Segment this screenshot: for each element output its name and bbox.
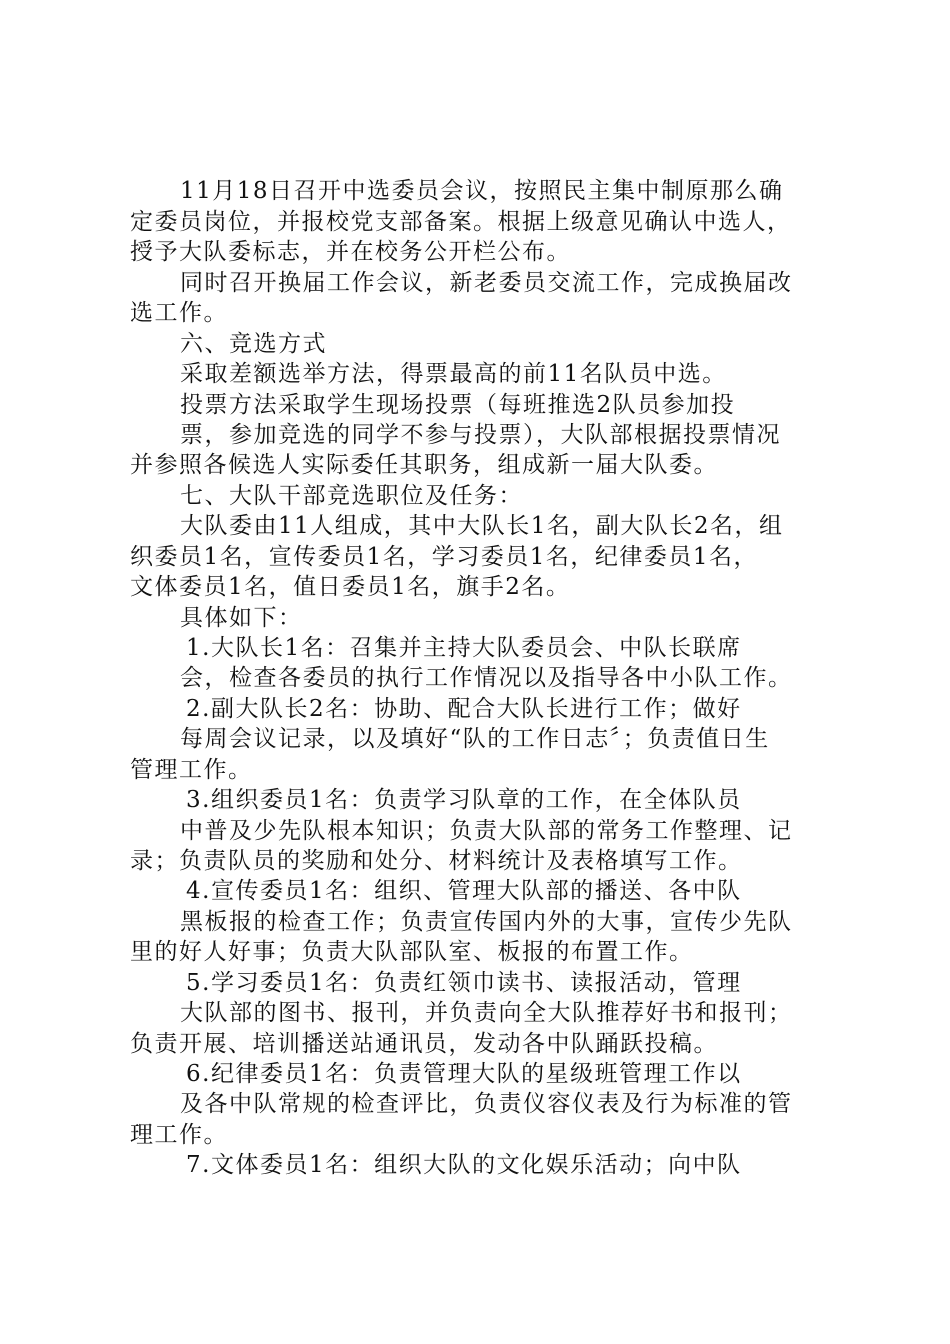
- text-line: 录；负责队员的奖励和处分、材料统计及表格填写工作。: [130, 848, 743, 874]
- list-item: 7.文体委员1名：组织大队的文化娱乐活动；向中队: [186, 1152, 742, 1178]
- text-line: 票，参加竞选的同学不参与投票），大队部根据投票情况: [180, 422, 781, 448]
- text-line: 中普及少先队根本知识；负责大队部的常务工作整理、记: [180, 818, 793, 844]
- text-line: 管理工作。: [130, 757, 253, 783]
- text-line: 授予大队委标志，并在校务公开栏公布。: [130, 239, 571, 265]
- text-line: 11月18日召开中选委员会议，按照民主集中制原那么确: [180, 178, 784, 204]
- text-line: 选工作。: [130, 300, 228, 326]
- text-line: 同时召开换届工作会议，新老委员交流工作，完成换届改: [180, 270, 793, 296]
- list-item: 2.副大队长2名：协助、配合大队长进行工作；做好: [186, 696, 742, 722]
- section-heading: 六、竞选方式: [180, 331, 327, 357]
- text-line: 定委员岗位，并报校党支部备案。根据上级意见确认中选人，: [130, 209, 792, 235]
- text-line: 黑板报的检查工作；负责宣传国内外的大事，宣传少先队: [180, 909, 793, 935]
- text-line: 大队部的图书、报刊，并负责向全大队推荐好书和报刊；: [180, 1000, 793, 1026]
- text-line: 里的好人好事；负责大队部队室、板报的布置工作。: [130, 939, 694, 965]
- list-item: 3.组织委员1名：负责学习队章的工作，在全体队员: [186, 787, 742, 813]
- text-line: 文体委员1名，值日委员1名，旗手2名。: [130, 574, 571, 600]
- text-line: 具体如下：: [180, 605, 303, 631]
- list-item: 4.宣传委员1名：组织、管理大队部的播送、各中队: [186, 878, 742, 904]
- list-item: 5.学习委员1名：负责红领巾读书、读报活动，管理: [186, 970, 742, 996]
- text-line: 织委员1名，宣传委员1名，学习委员1名，纪律委员1名，: [130, 544, 759, 570]
- text-line: 大队委由11人组成，其中大队长1名，副大队长2名，组: [180, 513, 784, 539]
- list-item: 1.大队长1名：召集并主持大队委员会、中队长联席: [186, 635, 742, 661]
- text-line: 采取差额选举方法，得票最高的前11名队员中选。: [180, 361, 727, 387]
- text-line: 负责开展、培训播送站通讯员，发动各中队踊跃投稿。: [130, 1031, 718, 1057]
- list-item: 6.纪律委员1名：负责管理大队的星级班管理工作以: [186, 1061, 742, 1087]
- text-line: 及各中队常规的检查评比，负责仪容仪表及行为标准的管: [180, 1091, 793, 1117]
- text-line: 会，检查各委员的执行工作情况以及指导各中小队工作。: [180, 665, 793, 691]
- text-line: 并参照各候选人实际委任其职务，组成新一届大队委。: [130, 452, 718, 478]
- text-line: 投票方法采取学生现场投票（每班推选2队员参加投: [180, 392, 736, 418]
- section-heading: 七、大队干部竞选职位及任务：: [180, 483, 523, 509]
- text-line: 每周会议记录，以及填好“队的工作日志〞；负责值日生: [180, 726, 770, 752]
- text-line: 理工作。: [130, 1122, 228, 1148]
